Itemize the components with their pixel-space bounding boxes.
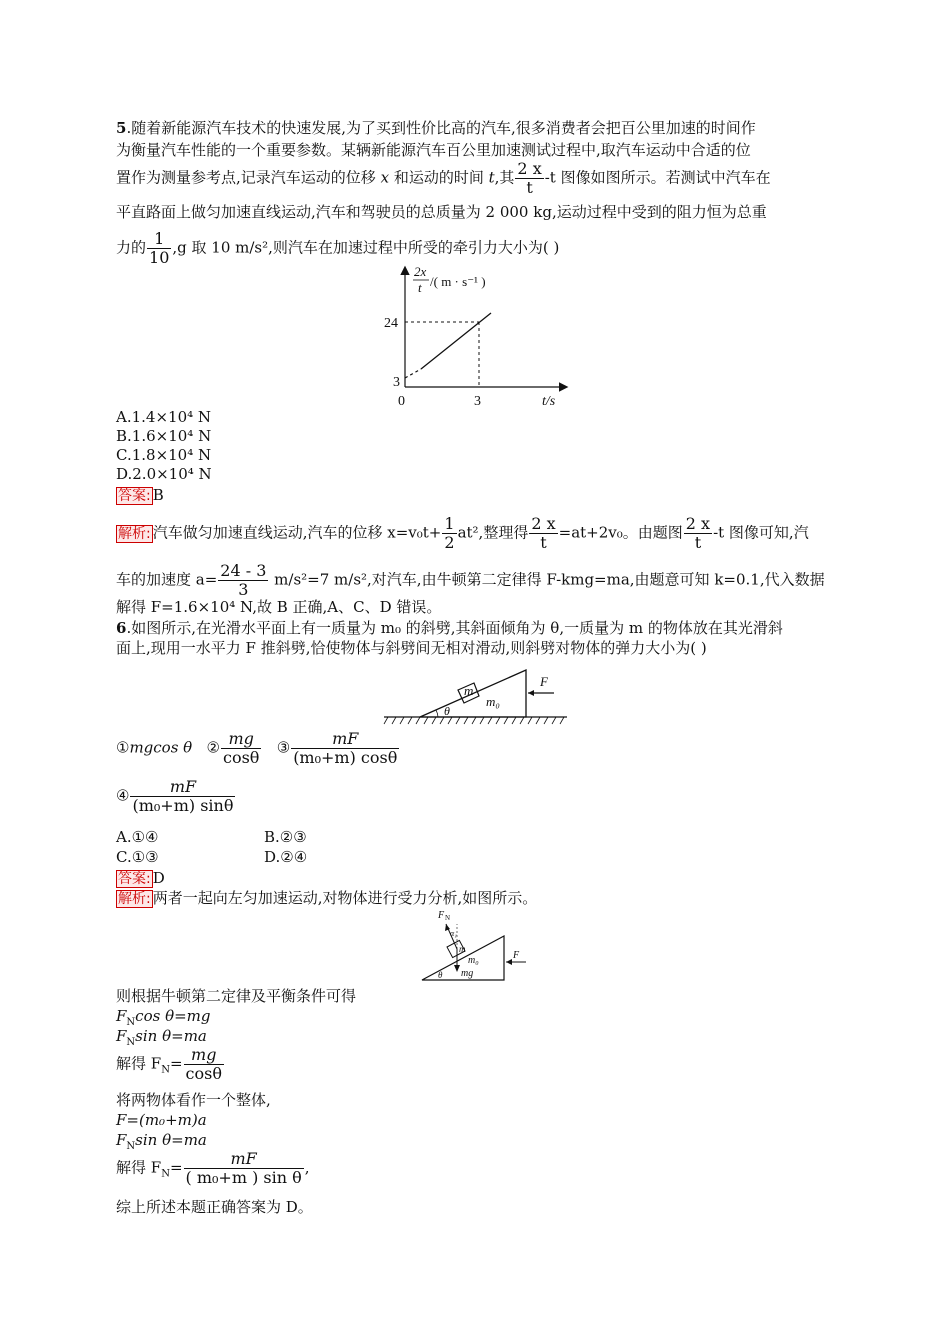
- ylabel-den: t: [418, 280, 422, 295]
- svg-text:θ: θ: [438, 970, 443, 980]
- tick-x3: 3: [474, 394, 481, 409]
- svg-text:mg: mg: [461, 968, 474, 979]
- q6-step8: 解得 $F_N=$ $\frac{mF}{\text{( m₀+m ) sin θ}}$ ,: [116, 1149, 310, 1187]
- answer-tag: 答案:: [118, 871, 151, 887]
- q6-force-figure: [416, 906, 536, 986]
- q6-wedge-figure: [382, 662, 572, 728]
- q5-graph: [386, 260, 576, 410]
- q6-answer: 答案: D: [118, 869, 165, 887]
- q6-step5: 将两物体看作一个整体,: [116, 1091, 271, 1109]
- q6-step7: $F_N\sin$ θ=ma: [116, 1131, 207, 1152]
- q6-step3: $F_N\sin$ θ=ma: [116, 1027, 207, 1048]
- q5-line3: 置作为测量参考点,记录汽车运动的位移 x 和运动的时间 t,其 $\frac{2 x}{t}$ -t 图像如图所示。若测试中汽车在: [116, 159, 771, 197]
- y-unit: /( m · s⁻¹ ): [430, 274, 486, 289]
- svg-text:m₀: m₀: [486, 694, 500, 709]
- tick-x0: 0: [398, 394, 405, 409]
- svg-text:θ: θ: [444, 704, 450, 718]
- extension-dashed: [405, 369, 421, 378]
- svg-text:F: F: [540, 674, 548, 689]
- q5-analysis-line1: 解析: 汽车做匀加速直线运动,汽车的位移 x=v₀t+ $\frac{1}{2}$ at²,整理得 $\frac{2 x}{t}$ =at+2v₀。由题图 $\frac{2 x}{t}$ -t 图像可知,汽: [118, 514, 809, 552]
- ylabel-num: 2x: [414, 264, 427, 279]
- svg-text:m: m: [459, 944, 466, 954]
- analysis-tag: 解析:: [118, 525, 151, 542]
- q5-analysis-line3: 解得 F=1.6×10⁴ N,故 B 正确,A、C、D 错误。: [116, 598, 442, 616]
- q6-options-row1: ①mgcos θ ② $\frac{mg}{\cos\theta}$ ③ $\frac{mF}{\text{(m₀+m) cosθ}}$: [116, 729, 398, 767]
- q5-answer: 答案: B: [118, 486, 164, 504]
- svg-text:m₀: m₀: [468, 955, 479, 966]
- q6-conclusion: 综上所述本题正确答案为 D。: [116, 1198, 313, 1216]
- q5-analysis-line2: 车的加速度 a= $\frac{24 - 3}{3}$ m/s²=7 m/s²,对汽车,由牛顿第二定律得 F-kmg=ma,由题意可知 k=0.1,代入数据: [116, 561, 825, 599]
- q6-line1: 6.如图所示,在光滑水平面上有一质量为 m₀ 的斜劈,其斜面倾角为 θ,一质量为 m 的物体放在其光滑斜: [116, 619, 783, 637]
- svg-text:α₁: α₁: [450, 929, 457, 938]
- q6-number: 6: [116, 619, 127, 637]
- q5-option-a: A.1.4×10⁴ N: [116, 408, 212, 426]
- q6-choice-b: B.②③: [264, 828, 307, 846]
- q6-choice-d: D.②④: [264, 848, 308, 866]
- q5-number: 5: [116, 119, 127, 137]
- svg-text:F: F: [438, 910, 445, 921]
- q5-option-b: B.1.6×10⁴ N: [116, 427, 212, 445]
- q6-choice-c: C.①③: [116, 848, 159, 866]
- q6-options-row2: ④ $\frac{mF}{\text{(m₀+m) sinθ}}$: [116, 777, 234, 815]
- q6-analysis-line1: 解析: 两者一起向左匀加速运动,对物体进行受力分析,如图所示。: [118, 889, 538, 907]
- frac-1-over-10: $\frac{1}{10}$: [149, 229, 170, 267]
- answer-tag: 答案:: [118, 488, 151, 504]
- q5-line5: 力的 $\frac{1}{10}$ ,g 取 10 m/s²,则汽车在加速过程中所受的牵引力大小为( ): [116, 229, 560, 267]
- q6-step2: $F_N\cos$ θ=mg: [116, 1007, 211, 1028]
- q5-option-c: C.1.8×10⁴ N: [116, 446, 212, 464]
- analysis-tag: 解析:: [118, 891, 151, 907]
- tick-y3: 3: [393, 375, 400, 390]
- q6-line2: 面上,现用一水平力 F 推斜劈,恰使物体与斜劈间无相对滑动,则斜劈对物体的弹力大小为( ): [116, 639, 707, 657]
- data-line: [421, 313, 491, 369]
- q6-step6: F=(m₀+m)a: [116, 1111, 207, 1129]
- q5-line1: 5.随着新能源汽车技术的快速发展,为了买到性价比高的汽车,很多消费者会把百公里加速的时间作: [116, 119, 756, 137]
- frac-2x-over-t: $\frac{2 x}{t}$: [517, 159, 542, 197]
- q5-line2: 为衡量汽车性能的一个重要参数。某辆新能源汽车百公里加速测试过程中,取汽车运动中合适的位: [116, 141, 751, 159]
- q6-choice-a: A.①④: [116, 828, 159, 846]
- svg-text:m: m: [464, 683, 474, 698]
- svg-text:F: F: [513, 950, 520, 961]
- tick-y24: 24: [384, 316, 398, 331]
- q5-line4: 平直路面上做匀加速直线运动,汽车和驾驶员的总质量为 2 000 kg,运动过程中受到的阻力恒为总重: [116, 203, 767, 221]
- xlabel: t/s: [542, 394, 556, 409]
- q6-step4: 解得 $F_N=$ $\frac{mg}{\cos\theta}$: [116, 1045, 222, 1083]
- q6-step1: 则根据牛顿第二定律及平衡条件可得: [116, 987, 357, 1005]
- q5-option-d: D.2.0×10⁴ N: [116, 465, 212, 483]
- svg-text:N: N: [445, 914, 451, 922]
